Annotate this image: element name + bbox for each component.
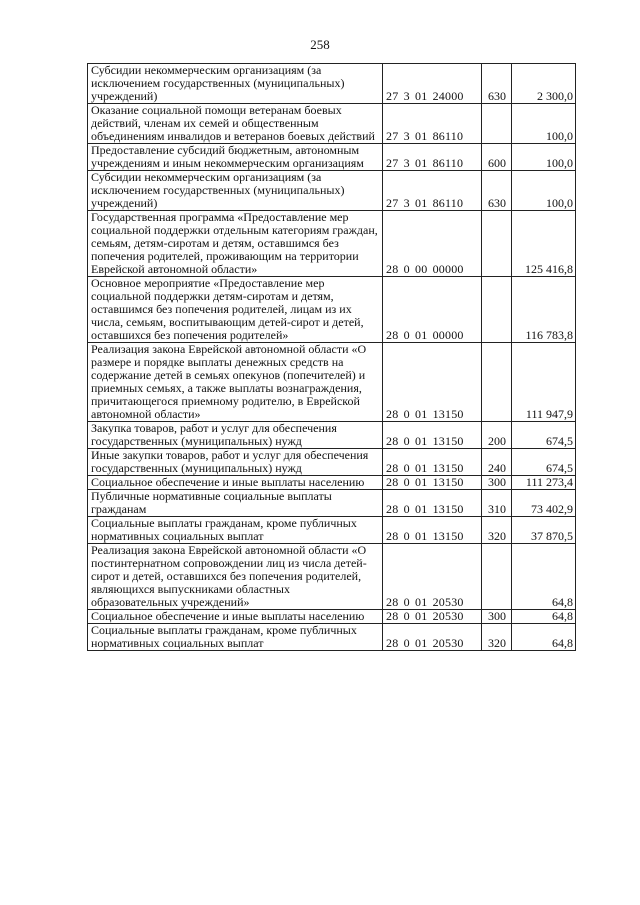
row-vr: 200: [482, 422, 512, 449]
table-row: [88, 476, 576, 490]
table-row: [88, 490, 576, 517]
row-vr: 300: [482, 476, 512, 490]
row-vr: 600: [482, 144, 512, 171]
row-vr: [482, 343, 512, 422]
row-vr: 240: [482, 449, 512, 476]
table-row: [88, 422, 576, 449]
row-sum: 111 947,9: [512, 343, 576, 422]
row-code: 27 3 01 86110: [383, 144, 482, 171]
row-sum: 125 416,8: [512, 211, 576, 277]
row-vr: 630: [482, 64, 512, 104]
budget-table: [87, 63, 576, 651]
table-row: [88, 517, 576, 544]
row-sum: 116 783,8: [512, 277, 576, 343]
row-name: Социальное обеспечение и иные выплаты населению: [88, 476, 383, 490]
table-row: [88, 104, 576, 144]
row-name: Государственная программа «Предоставление мер социальной поддержки отдельным категориям граждан, семьям, детям-сиротам и детям, оставшимся без попечения родителей, проживающим на территории Еврейской автономной области»: [88, 211, 383, 277]
row-sum: 100,0: [512, 104, 576, 144]
row-vr: 630: [482, 171, 512, 211]
row-code: 28 0 01 20530: [383, 624, 482, 651]
table-row: [88, 624, 576, 651]
row-code: 27 3 01 24000: [383, 64, 482, 104]
table-row: [88, 144, 576, 171]
row-code: 28 0 01 00000: [383, 277, 482, 343]
row-name: Иные закупки товаров, работ и услуг для обеспечения государственных (муниципальных) нужд: [88, 449, 383, 476]
table-row: [88, 610, 576, 624]
row-code: 28 0 00 00000: [383, 211, 482, 277]
row-sum: 2 300,0: [512, 64, 576, 104]
row-name: Социальные выплаты гражданам, кроме публичных нормативных социальных выплат: [88, 624, 383, 651]
table-row: [88, 277, 576, 343]
row-name: Оказание социальной помощи ветеранам боевых действий, членам их семей и общественным объединениям инвалидов и ветеранов боевых действий: [88, 104, 383, 144]
row-code: 28 0 01 13150: [383, 476, 482, 490]
page-number: 258: [310, 37, 330, 52]
row-sum: 73 402,9: [512, 490, 576, 517]
row-name: Реализация закона Еврейской автономной области «О постинтернатном сопровождении лиц из числа детей-сирот и детей, оставшихся без попечения родителей, являющихся выпускниками областных образовательных учреждений»: [88, 544, 383, 610]
row-vr: [482, 544, 512, 610]
row-sum: 64,8: [512, 610, 576, 624]
row-name: Субсидии некоммерческим организациям (за исключением государственных (муниципальных) учреждений): [88, 171, 383, 211]
row-vr: [482, 104, 512, 144]
row-code: 28 0 01 13150: [383, 490, 482, 517]
table-row: [88, 449, 576, 476]
row-sum: 674,5: [512, 449, 576, 476]
row-code: 28 0 01 13150: [383, 422, 482, 449]
row-sum: 37 870,5: [512, 517, 576, 544]
row-sum: 100,0: [512, 171, 576, 211]
row-code: 28 0 01 13150: [383, 449, 482, 476]
row-vr: [482, 211, 512, 277]
table-row: [88, 544, 576, 610]
table-row: [88, 343, 576, 422]
row-name: Субсидии некоммерческим организациям (за исключением государственных (муниципальных) учреждений): [88, 64, 383, 104]
row-vr: 300: [482, 610, 512, 624]
row-sum: 100,0: [512, 144, 576, 171]
row-name: Основное мероприятие «Предоставление мер социальной поддержки детям-сиротам и детям, оставшимся без попечения родителей, лицам из их числа, семьям, воспитывающим детей-сирот и детей, оставшихся без попечения родителей»: [88, 277, 383, 343]
table-row: [88, 171, 576, 211]
row-vr: [482, 277, 512, 343]
row-sum: 64,8: [512, 624, 576, 651]
row-vr: 320: [482, 517, 512, 544]
row-sum: 64,8: [512, 544, 576, 610]
row-sum: 111 273,4: [512, 476, 576, 490]
row-code: 27 3 01 86110: [383, 104, 482, 144]
row-name: Предоставление субсидий бюджетным, автономным учреждениям и иным некоммерческим организациям: [88, 144, 383, 171]
row-name: Публичные нормативные социальные выплаты гражданам: [88, 490, 383, 517]
row-name: Социальное обеспечение и иные выплаты населению: [88, 610, 383, 624]
row-code: 28 0 01 20530: [383, 544, 482, 610]
table-row: [88, 211, 576, 277]
table-row: [88, 64, 576, 104]
row-vr: 310: [482, 490, 512, 517]
row-sum: 674,5: [512, 422, 576, 449]
row-name: Закупка товаров, работ и услуг для обеспечения государственных (муниципальных) нужд: [88, 422, 383, 449]
row-name: Реализация закона Еврейской автономной области «О размере и порядке выплаты денежных средств на содержание детей в семьях опекунов (попечителей) и приемных семьях, а также выплаты вознаграждения, причитающегося приемному родителю, в Еврейской автономной области»: [88, 343, 383, 422]
row-vr: 320: [482, 624, 512, 651]
row-code: 28 0 01 13150: [383, 343, 482, 422]
row-code: 28 0 01 13150: [383, 517, 482, 544]
row-name: Социальные выплаты гражданам, кроме публичных нормативных социальных выплат: [88, 517, 383, 544]
row-code: 28 0 01 20530: [383, 610, 482, 624]
row-code: 27 3 01 86110: [383, 171, 482, 211]
